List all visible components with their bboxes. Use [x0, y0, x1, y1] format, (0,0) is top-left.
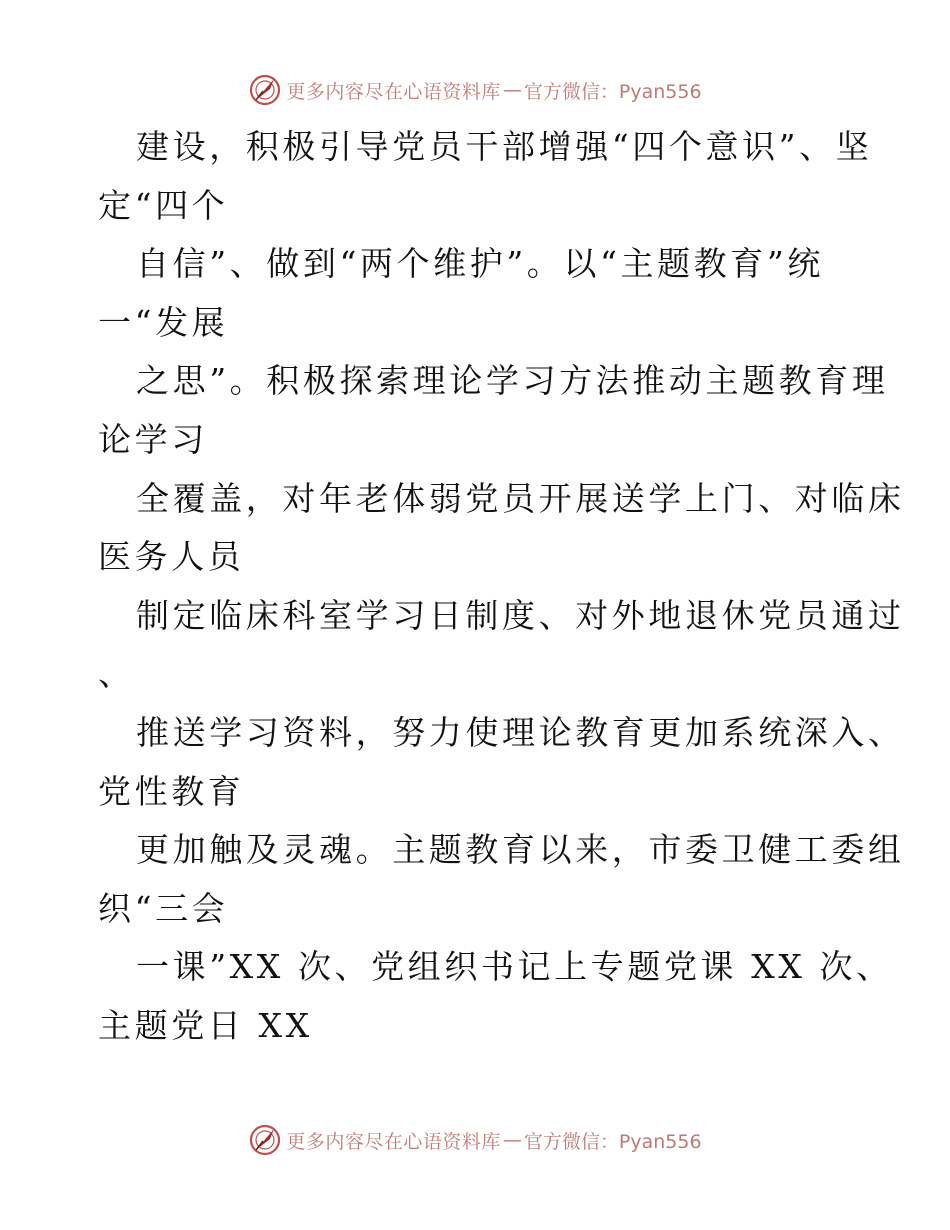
watermark-contact: 官方微信：Pyan556	[523, 1130, 702, 1153]
text-line: 织“三会	[98, 888, 229, 928]
watermark-text: 更多内容尽在心语资料库	[286, 80, 501, 103]
text-line: 医务人员	[98, 537, 245, 577]
watermark-contact: 官方微信：Pyan556	[523, 80, 702, 103]
header-watermark	[0, 70, 950, 110]
text-line: 主题党日 XX	[98, 1005, 313, 1045]
quill-seal-icon	[248, 73, 282, 107]
watermark-separator: —	[502, 79, 522, 101]
text-line: 论学习	[98, 419, 208, 459]
text-line: 定“四个	[98, 185, 229, 225]
watermark-separator: —	[502, 1129, 522, 1151]
text-line: 推送学习资料，努力使理论教育更加系统深入、	[136, 712, 905, 752]
text-line: 自信”、做到“两个维护”。以“主题教育”统	[136, 244, 824, 284]
text-line: 之思”。积极探索理论学习方法推动主题教育理	[136, 361, 889, 401]
text-line: 一“发展	[98, 302, 229, 342]
footer-watermark	[0, 1120, 950, 1160]
document-body	[98, 118, 905, 1056]
text-line: 全覆盖，对年老体弱党员开展送学上门、对临床	[136, 478, 905, 518]
text-line: 一课”XX 次、党组织书记上专题党课 XX 次、	[136, 947, 893, 987]
text-line: 、	[98, 654, 135, 694]
text-line: 制定临床科室学习日制度、对外地退休党员通过	[136, 595, 905, 635]
text-line: 更加触及灵魂。主题教育以来，市委卫健工委组	[136, 830, 905, 870]
watermark-text: 更多内容尽在心语资料库	[286, 1130, 501, 1153]
quill-seal-icon	[248, 1123, 282, 1157]
text-line: 建设，积极引导党员干部增强“四个意识”、坚	[136, 127, 873, 166]
text-line: 党性教育	[98, 771, 245, 811]
